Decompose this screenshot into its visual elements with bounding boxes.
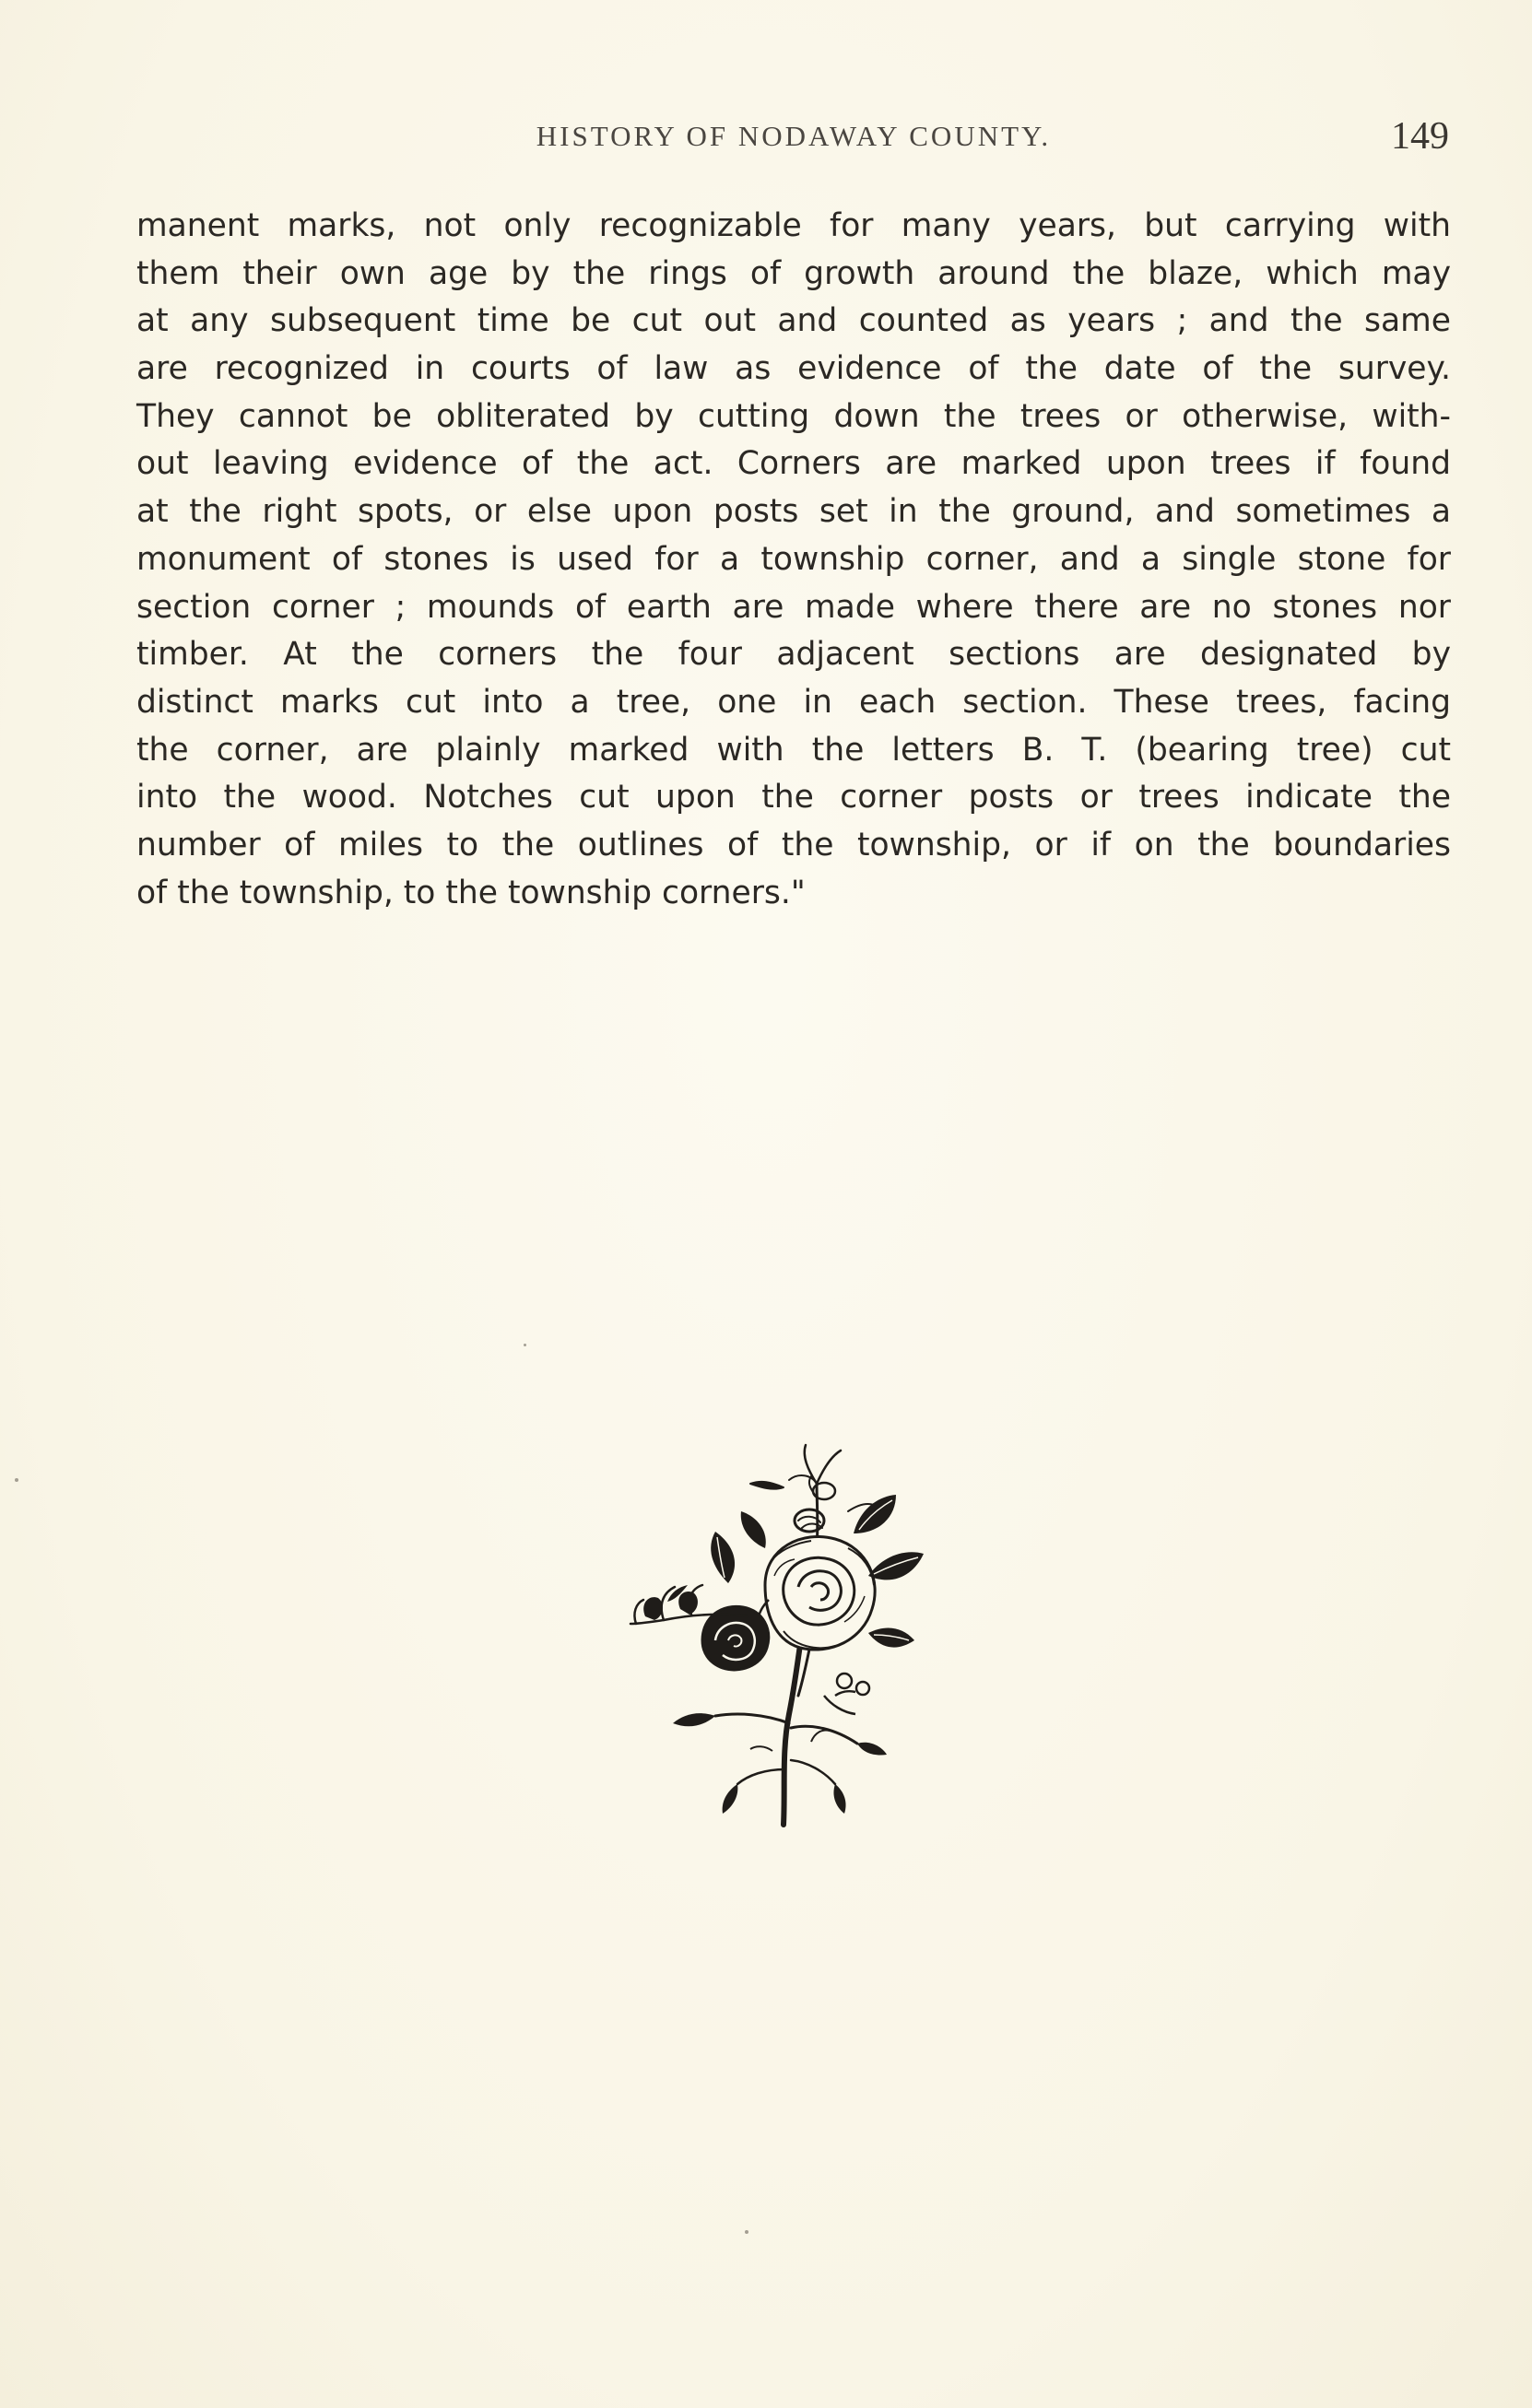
paper-speck [15,1478,18,1482]
text-line: into the wood. Notches cut upon the corner posts or trees indicate the [136,779,1451,816]
paper-speck [524,1344,526,1346]
text-line: are recognized in courts of law as evidence of the date of the survey. [136,350,1451,388]
text-line: section corner ; mounds of earth are made where there are no stones nor [136,588,1451,626]
text-line: them their own age by the rings of growth around the blaze, which may [136,254,1451,292]
text-line: They cannot be obliterated by cutting down the trees or otherwise, with- [136,397,1451,435]
text-line: number of miles to the outlines of the township, or if on the boundaries [136,826,1451,863]
rose-sprig-icon [627,1419,959,1843]
text-line: the corner, are plainly marked with the letters B. T. (bearing tree) cut [136,731,1451,769]
text-line: at any subsequent time be cut out and counted as years ; and the same [136,302,1451,340]
running-head [138,114,1449,160]
text-line: of the township, to the township corners." [136,874,806,911]
body-paragraph [136,203,1451,917]
text-line: manent marks, not only recognizable for many years, but carrying with [136,207,1451,244]
paper-speck [745,2230,748,2234]
page-number: 149 [1391,115,1449,158]
text-line: monument of stones is used for a township corner, and a single stone for [136,540,1451,578]
text-line: at the right spots, or else upon posts set in the ground, and sometimes a [136,493,1451,531]
text-line: distinct marks cut into a tree, one in each section. These trees, facing [136,683,1451,721]
text-line: out leaving evidence of the act. Corners are marked upon trees if found [136,445,1451,483]
text-line: timber. At the corners the four adjacent sections are designated by [136,636,1451,674]
running-title: HISTORY OF NODAWAY COUNTY. [536,120,1052,152]
